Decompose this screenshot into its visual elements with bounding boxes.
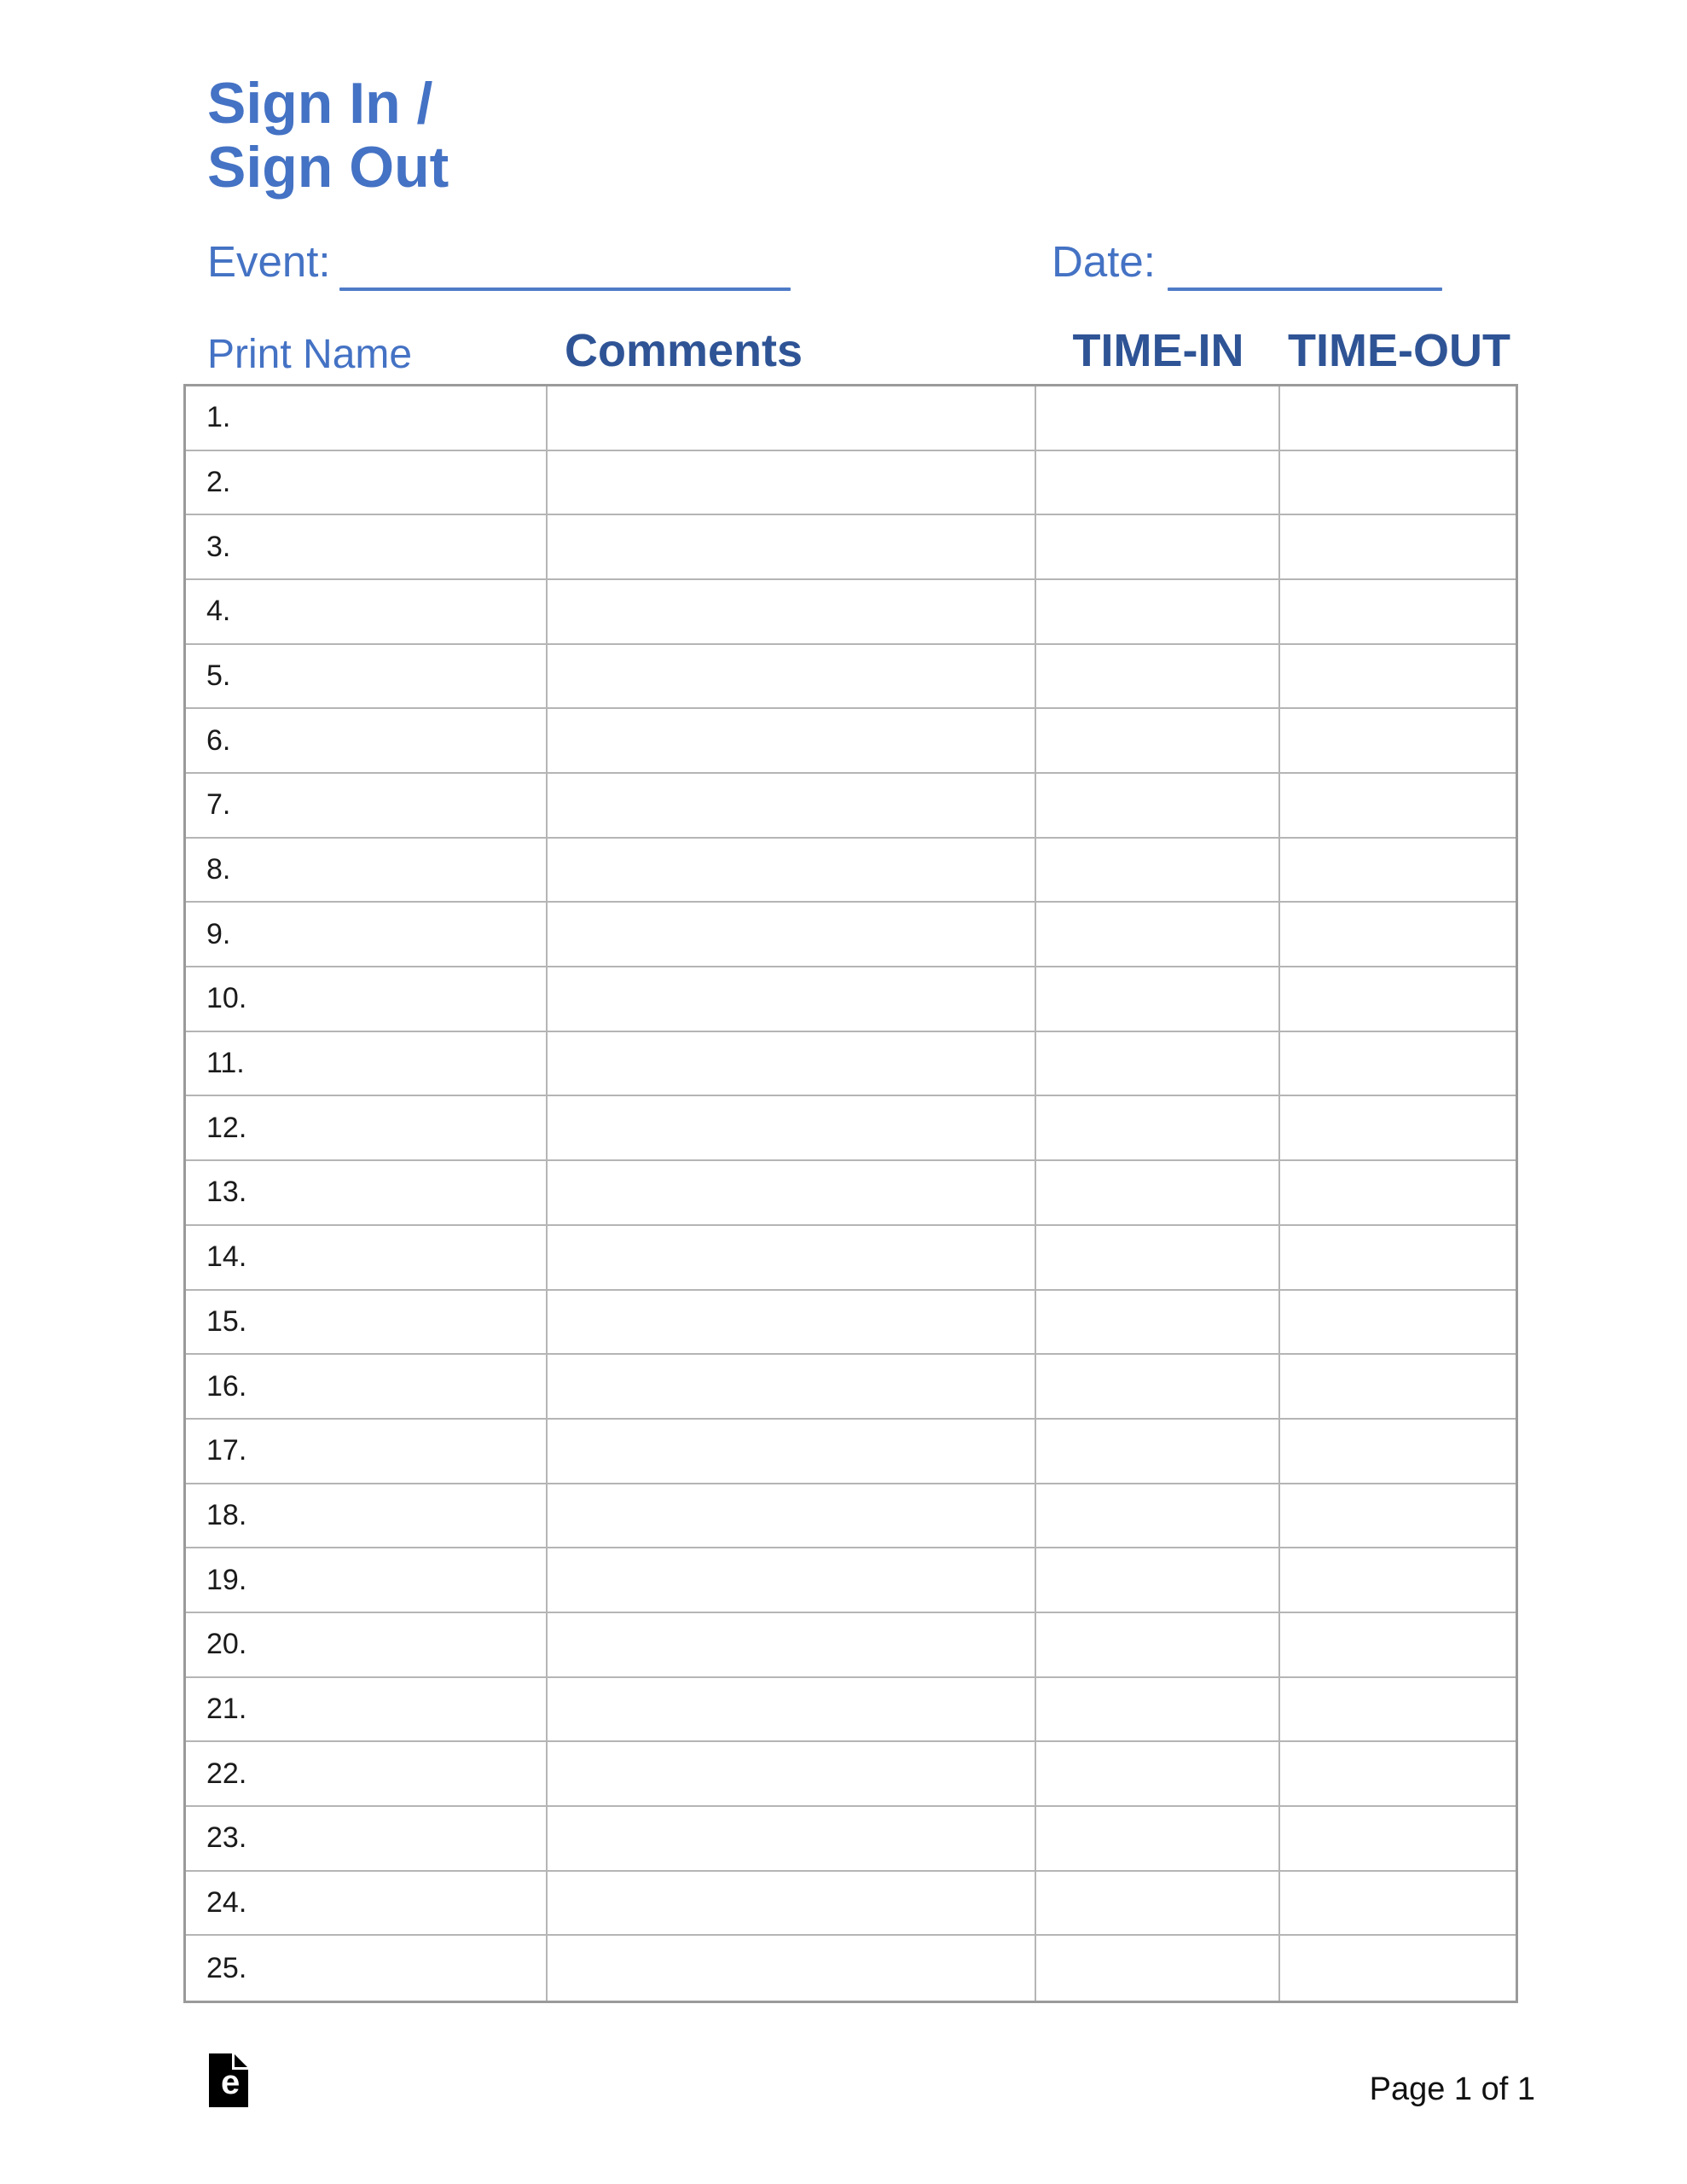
comments-cell	[548, 1484, 1036, 1549]
time-out-cell	[1280, 1807, 1516, 1872]
time-out-cell	[1280, 967, 1516, 1032]
comments-cell	[548, 1355, 1036, 1420]
date-fill-line	[1168, 288, 1442, 291]
row-number-cell: 24.	[186, 1872, 548, 1937]
column-header-time-in: TIME-IN	[1072, 325, 1244, 376]
time-in-cell	[1036, 515, 1280, 580]
time-in-cell	[1036, 645, 1280, 710]
comments-cell	[548, 1678, 1036, 1743]
comments-cell	[548, 1420, 1036, 1484]
comments-cell	[548, 1226, 1036, 1291]
time-in-cell	[1036, 1807, 1280, 1872]
time-out-cell	[1280, 1420, 1516, 1484]
logo-letter-e: e	[221, 2064, 241, 2101]
time-in-cell	[1036, 1872, 1280, 1937]
comments-cell	[548, 386, 1036, 451]
time-out-cell	[1280, 1548, 1516, 1613]
document-icon	[209, 2053, 248, 2107]
row-number-cell: 1.	[186, 386, 548, 451]
time-out-cell	[1280, 386, 1516, 451]
time-in-cell	[1036, 580, 1280, 645]
time-out-cell	[1280, 1484, 1516, 1549]
row-number-cell: 15.	[186, 1291, 548, 1356]
time-out-cell	[1280, 1032, 1516, 1097]
time-out-cell	[1280, 1096, 1516, 1161]
comments-cell	[548, 839, 1036, 903]
comments-cell	[548, 903, 1036, 967]
time-in-cell	[1036, 1161, 1280, 1226]
column-header-time-out: TIME-OUT	[1288, 325, 1510, 376]
time-out-cell	[1280, 1355, 1516, 1420]
time-in-cell	[1036, 1032, 1280, 1097]
comments-cell	[548, 1872, 1036, 1937]
time-in-cell	[1036, 1936, 1280, 2001]
row-number-cell: 5.	[186, 645, 548, 710]
comments-cell	[548, 1096, 1036, 1161]
comments-cell	[548, 580, 1036, 645]
time-out-cell	[1280, 515, 1516, 580]
event-label: Event:	[207, 237, 331, 286]
time-in-cell	[1036, 386, 1280, 451]
time-out-cell	[1280, 1936, 1516, 2001]
row-number-cell: 16.	[186, 1355, 548, 1420]
row-number-cell: 21.	[186, 1678, 548, 1743]
column-header-comments: Comments	[565, 325, 803, 376]
page-title	[207, 72, 449, 200]
time-out-cell	[1280, 1872, 1516, 1937]
row-number-cell: 9.	[186, 903, 548, 967]
time-in-cell	[1036, 1355, 1280, 1420]
time-in-cell	[1036, 709, 1280, 774]
row-number-cell: 4.	[186, 580, 548, 645]
row-number-cell: 6.	[186, 709, 548, 774]
eforms-logo	[209, 2053, 248, 2107]
sign-in-table	[183, 384, 1518, 2003]
time-out-cell	[1280, 1613, 1516, 1678]
time-in-cell	[1036, 1613, 1280, 1678]
row-number-cell: 12.	[186, 1096, 548, 1161]
page-title-line2: Sign Out	[207, 135, 449, 200]
row-number-cell: 23.	[186, 1807, 548, 1872]
time-out-cell	[1280, 1291, 1516, 1356]
row-number-cell: 11.	[186, 1032, 548, 1097]
row-number-cell: 3.	[186, 515, 548, 580]
row-number-cell: 25.	[186, 1936, 548, 2001]
time-out-cell	[1280, 580, 1516, 645]
date-label: Date:	[1052, 237, 1156, 286]
time-out-cell	[1280, 1226, 1516, 1291]
row-number-cell: 20.	[186, 1613, 548, 1678]
comments-cell	[548, 451, 1036, 516]
time-out-cell	[1280, 1678, 1516, 1743]
row-number-cell: 8.	[186, 839, 548, 903]
comments-cell	[548, 709, 1036, 774]
time-in-cell	[1036, 1096, 1280, 1161]
time-in-cell	[1036, 774, 1280, 839]
column-header-print-name: Print Name	[207, 332, 413, 377]
comments-cell	[548, 1613, 1036, 1678]
row-number-cell: 22.	[186, 1742, 548, 1807]
comments-cell	[548, 1291, 1036, 1356]
time-in-cell	[1036, 1678, 1280, 1743]
comments-cell	[548, 645, 1036, 710]
event-fill-line	[339, 288, 791, 291]
row-number-cell: 14.	[186, 1226, 548, 1291]
comments-cell	[548, 967, 1036, 1032]
comments-cell	[548, 774, 1036, 839]
time-in-cell	[1036, 451, 1280, 516]
time-out-cell	[1280, 709, 1516, 774]
time-in-cell	[1036, 1742, 1280, 1807]
time-in-cell	[1036, 1420, 1280, 1484]
time-out-cell	[1280, 903, 1516, 967]
time-in-cell	[1036, 1226, 1280, 1291]
comments-cell	[548, 1548, 1036, 1613]
row-number-cell: 19.	[186, 1548, 548, 1613]
time-out-cell	[1280, 451, 1516, 516]
row-number-cell: 2.	[186, 451, 548, 516]
time-in-cell	[1036, 1291, 1280, 1356]
row-number-cell: 17.	[186, 1420, 548, 1484]
comments-cell	[548, 1742, 1036, 1807]
time-in-cell	[1036, 839, 1280, 903]
time-out-cell	[1280, 1161, 1516, 1226]
page-title-line1: Sign In /	[207, 71, 433, 136]
time-in-cell	[1036, 1548, 1280, 1613]
time-in-cell	[1036, 1484, 1280, 1549]
time-out-cell	[1280, 1742, 1516, 1807]
comments-cell	[548, 1032, 1036, 1097]
time-out-cell	[1280, 645, 1516, 710]
row-number-cell: 7.	[186, 774, 548, 839]
time-out-cell	[1280, 774, 1516, 839]
time-out-cell	[1280, 839, 1516, 903]
time-in-cell	[1036, 967, 1280, 1032]
row-number-cell: 13.	[186, 1161, 548, 1226]
row-number-cell: 18.	[186, 1484, 548, 1549]
time-in-cell	[1036, 903, 1280, 967]
comments-cell	[548, 1936, 1036, 2001]
comments-cell	[548, 515, 1036, 580]
page-indicator: Page 1 of 1	[1369, 2071, 1535, 2107]
comments-cell	[548, 1161, 1036, 1226]
comments-cell	[548, 1807, 1036, 1872]
row-number-cell: 10.	[186, 967, 548, 1032]
